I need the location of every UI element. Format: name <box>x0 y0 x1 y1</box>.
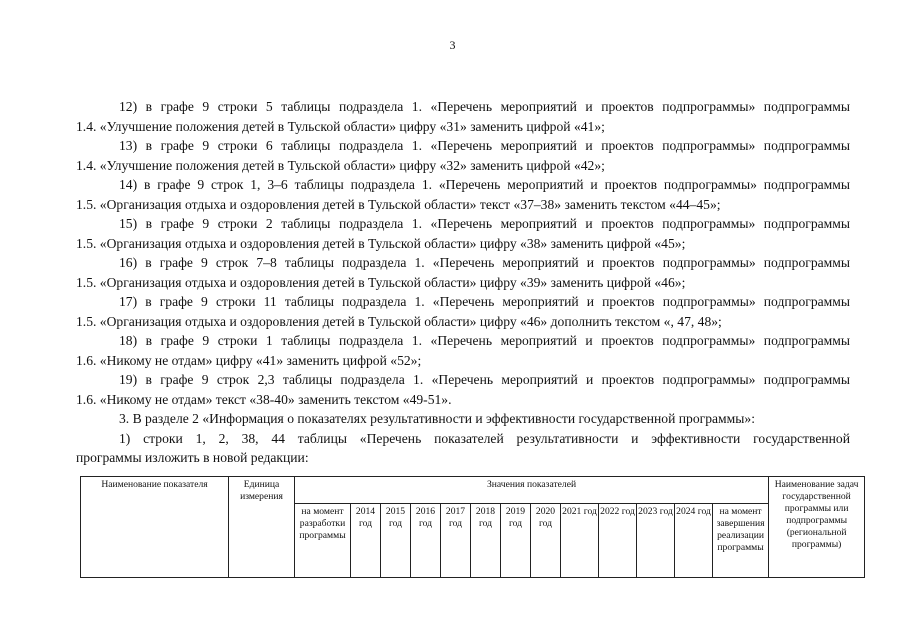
subheader-cell: 2019 год <box>501 504 531 578</box>
page-number: 3 <box>449 38 456 52</box>
subheader-cell: 2015 год <box>381 504 411 578</box>
text-line: 15) в графе 9 строки 2 таблицы подраздела 1. «Перечень мероприятий и проектов подпрограммы» подпрограммы <box>119 216 850 231</box>
document-body <box>76 97 850 468</box>
subheader-cell: на момент разработки программы <box>295 504 351 578</box>
header-tasks: Наименование задач государственной программы или подпрограммы (региональной программы) <box>769 477 865 578</box>
subheader-cell: 2018 год <box>471 504 501 578</box>
subheader-cell: 2014 год <box>351 504 381 578</box>
text-line: 3. В разделе 2 «Информация о показателях результативности и эффективности государственной программы»: <box>119 411 755 426</box>
subheader-cell: 2016 год <box>411 504 441 578</box>
text-line: 18) в графе 9 строки 1 таблицы подраздела 1. «Перечень мероприятий и проектов подпрограммы» подпрограммы <box>119 333 850 348</box>
text-line: 1.5. «Организация отдыха и оздоровления детей в Тульской области» цифру «38» заменить цифрой «45»; <box>76 235 686 251</box>
text-line: 13) в графе 9 строки 6 таблицы подраздела 1. «Перечень мероприятий и проектов подпрограммы» подпрограммы <box>119 138 850 153</box>
text-line: 12) в графе 9 строки 5 таблицы подраздела 1. «Перечень мероприятий и проектов подпрограммы» подпрограммы <box>119 99 850 114</box>
text-line: 19) в графе 9 строк 2,3 таблицы подраздела 1. «Перечень мероприятий и проектов подпрограммы» подпрограммы <box>119 372 850 387</box>
subheader-cell: 2021 год <box>561 504 599 578</box>
text-line: программы изложить в новой редакции: <box>76 450 309 465</box>
subheader-cell: 2024 год <box>675 504 713 578</box>
text-line: 1.4. «Улучшение положения детей в Тульской области» цифру «31» заменить цифрой «41»; <box>76 118 605 134</box>
text-line: 17) в графе 9 строки 11 таблицы подраздела 1. «Перечень мероприятий и проектов подпрограммы» подпрограммы <box>119 294 850 309</box>
text-line: 1.5. «Организация отдыха и оздоровления детей в Тульской области» цифру «39» заменить цифрой «46»; <box>76 274 686 290</box>
subheader-cell: 2017 год <box>441 504 471 578</box>
header-unit: Единица измерения <box>229 477 295 578</box>
text-line: 1.6. «Никому не отдам» текст «38-40» заменить текстом «49-51». <box>76 391 452 407</box>
text-line: 1.4. «Улучшение положения детей в Тульской области» цифру «32» заменить цифрой «42»; <box>76 157 605 173</box>
subheader-cell: 2023 год <box>637 504 675 578</box>
subheader-cell: 2020 год <box>531 504 561 578</box>
text-line: 1.6. «Никому не отдам» цифру «41» заменить цифрой «52»; <box>76 352 422 368</box>
text-line: 1.5. «Организация отдыха и оздоровления детей в Тульской области» текст «37–38» заменить текстом «44–45»; <box>76 196 721 212</box>
table-header-row <box>81 477 865 504</box>
text-line: 1) строки 1, 2, 38, 44 таблицы «Перечень показателей результативности и эффективности государственной <box>119 430 850 446</box>
indicators-table <box>80 476 865 578</box>
text-line: 16) в графе 9 строк 7–8 таблицы подраздела 1. «Перечень мероприятий и проектов подпрограммы» подпрограммы <box>119 255 850 270</box>
header-values: Значения показателей <box>295 477 769 504</box>
subheader-cell: 2022 год <box>599 504 637 578</box>
subheader-cell: на момент завершения реализации программы <box>713 504 769 578</box>
text-line: 14) в графе 9 строк 1, 3–6 таблицы подраздела 1. «Перечень мероприятий и проектов подпрограммы» подпрограммы <box>119 177 850 192</box>
header-indicator-name: Наименование показателя <box>81 477 229 578</box>
text-line: 1.5. «Организация отдыха и оздоровления детей в Тульской области» цифру «46» дополнить текстом «, 47, 48»; <box>76 313 722 329</box>
